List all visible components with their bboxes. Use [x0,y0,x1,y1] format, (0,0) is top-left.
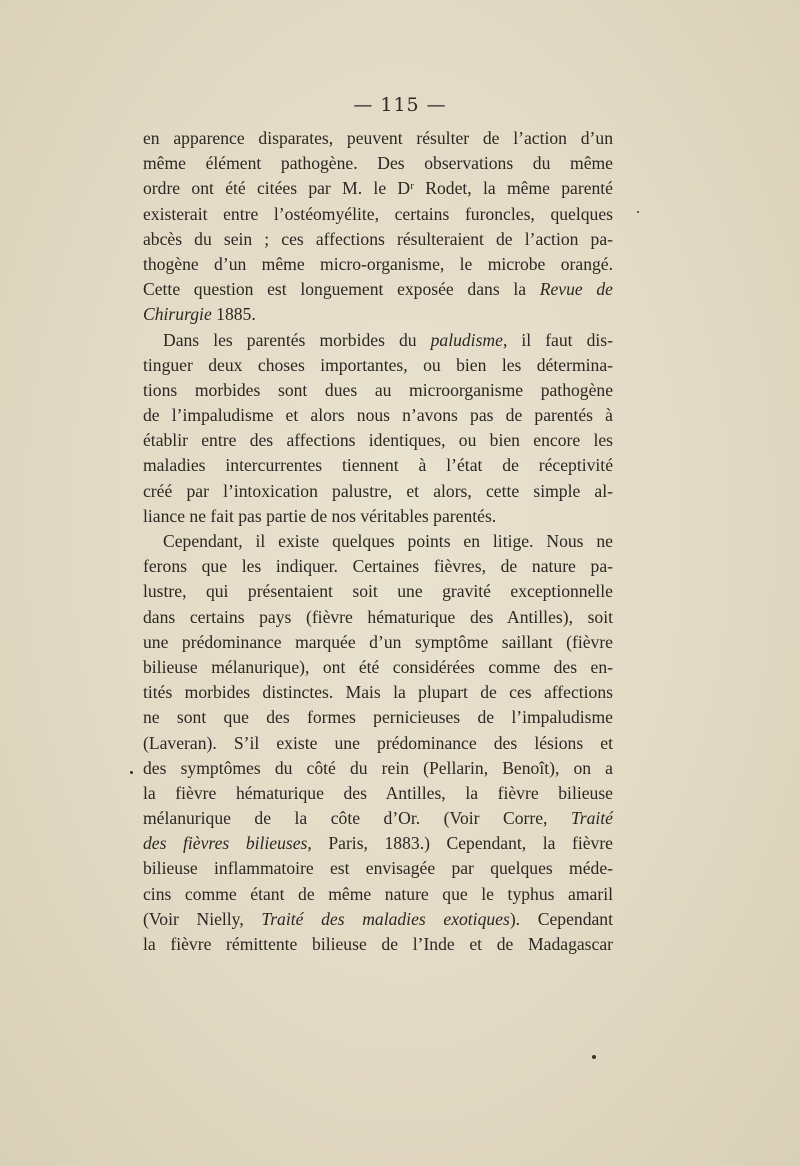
text-line [143,126,613,151]
text-segment: ferons que les indiquer. Certaines fièvres, de nature pa- [143,556,613,577]
text-line [143,328,613,353]
text-line [143,353,613,378]
text-line [143,806,613,831]
text-line [143,252,613,277]
text-line [143,882,613,907]
ink-speck [592,1055,596,1059]
text-line [143,655,613,680]
italic-text: Traité des maladies exotiques [261,908,510,929]
text-segment: 1885. [211,304,256,325]
italic-text: Traité [570,808,613,829]
text-segment: abcès du sein ; ces affections résulteraient de l’action pa- [143,228,613,249]
text-segment: même élément pathogène. Des observations du même [143,153,613,174]
text-segment: ordre ont été citées par M. le Dʳ Rodet, la même parenté [143,178,613,199]
text-line [143,907,613,932]
text-line [143,731,613,756]
text-line [143,756,613,781]
text-line [143,176,613,201]
italic-text: Chirurgie [143,304,212,325]
text-line [143,302,613,327]
text-segment: la fièvre rémittente bilieuse de l’Inde et de Madagascar [143,934,613,954]
text-segment: (Voir Nielly, [143,908,262,929]
text-line [143,554,613,579]
text-segment: la fièvre hématurique des Antilles, la fièvre bilieuse [143,782,613,803]
text-segment: maladies intercurrentes tiennent à l’état de réceptivité [143,455,613,476]
text-segment: existerait entre l’ostéomyélite, certains furoncles, quelques [143,203,613,224]
text-segment: Dans les parentés morbides du [163,329,431,350]
text-line [143,277,613,302]
ink-speck [637,211,639,213]
text-segment: ne sont que des formes pernicieuses de l’impaludisme [143,707,613,728]
text-line [143,403,613,428]
text-line [143,479,613,504]
text-segment: créé par l’intoxication palustre, et alors, cette simple al- [143,480,613,501]
text-line [143,856,613,881]
text-segment: Paris, 1883.) Cependant, la fièvre [311,833,613,854]
text-line [143,680,613,705]
text-line [143,630,613,655]
text-segment: lustre, qui présentaient soit une gravité exceptionnelle [143,581,613,602]
text-segment: liance ne fait pas partie de nos véritables parentés. [143,505,497,526]
text-segment: bilieuse inflammatoire est envisagée par quelques méde- [143,858,613,879]
text-segment: tinguer deux choses importantes, ou bien les détermina- [143,354,613,375]
text-line [143,151,613,176]
text-line [143,504,613,529]
text-line [143,781,613,806]
text-line [143,831,613,856]
text-segment: mélanurique de la côte d’Or. (Voir Corre, [143,808,571,829]
text-segment: établir entre des affections identiques, ou bien encore les [143,430,613,451]
text-segment: des symptômes du côté du rein (Pellarin, Benoît), on a [143,757,613,778]
text-line [143,378,613,403]
text-segment: cins comme étant de même nature que le typhus amaril [143,883,613,904]
text-segment: ). Cependant [509,908,613,929]
text-segment: tités morbides distinctes. Mais la plupart de ces affections [143,682,613,703]
text-segment: Cependant, il existe quelques points en litige. Nous ne [163,531,613,551]
body-text [143,126,613,957]
italic-text: Revue de [539,279,613,300]
text-line [143,428,613,453]
text-line [143,453,613,478]
italic-text: des fièvres bilieuses, [143,833,312,854]
text-segment: (Laveran). S’il existe une prédominance des lésions et [143,732,613,753]
italic-text: paludisme [430,329,503,350]
text-line [143,529,613,554]
page-number: — 115 — [353,94,447,116]
text-line [143,579,613,604]
text-line [143,932,613,957]
text-line [143,705,613,730]
text-line [143,227,613,252]
text-segment: dans certains pays (fièvre hématurique des Antilles), soit [143,606,613,627]
text-segment: tions morbides sont dues au microorganisme pathogène [143,379,613,400]
ink-speck [130,771,133,774]
text-line [143,605,613,630]
text-segment: en apparence disparates, peuvent résulter de l’action d’un [143,128,613,148]
text-segment: une prédominance marquée d’un symptôme saillant (fièvre [143,631,613,652]
text-segment: bilieuse mélanurique), ont été considérées comme des en- [143,656,613,677]
text-segment: thogène d’un même micro-organisme, le microbe orangé. [143,253,613,274]
text-segment: , il faut dis- [502,329,613,350]
text-segment: Cette question est longuement exposée dans la [143,279,540,300]
text-line [143,202,613,227]
text-segment: de l’impaludisme et alors nous n’avons pas de parentés à [143,405,613,426]
